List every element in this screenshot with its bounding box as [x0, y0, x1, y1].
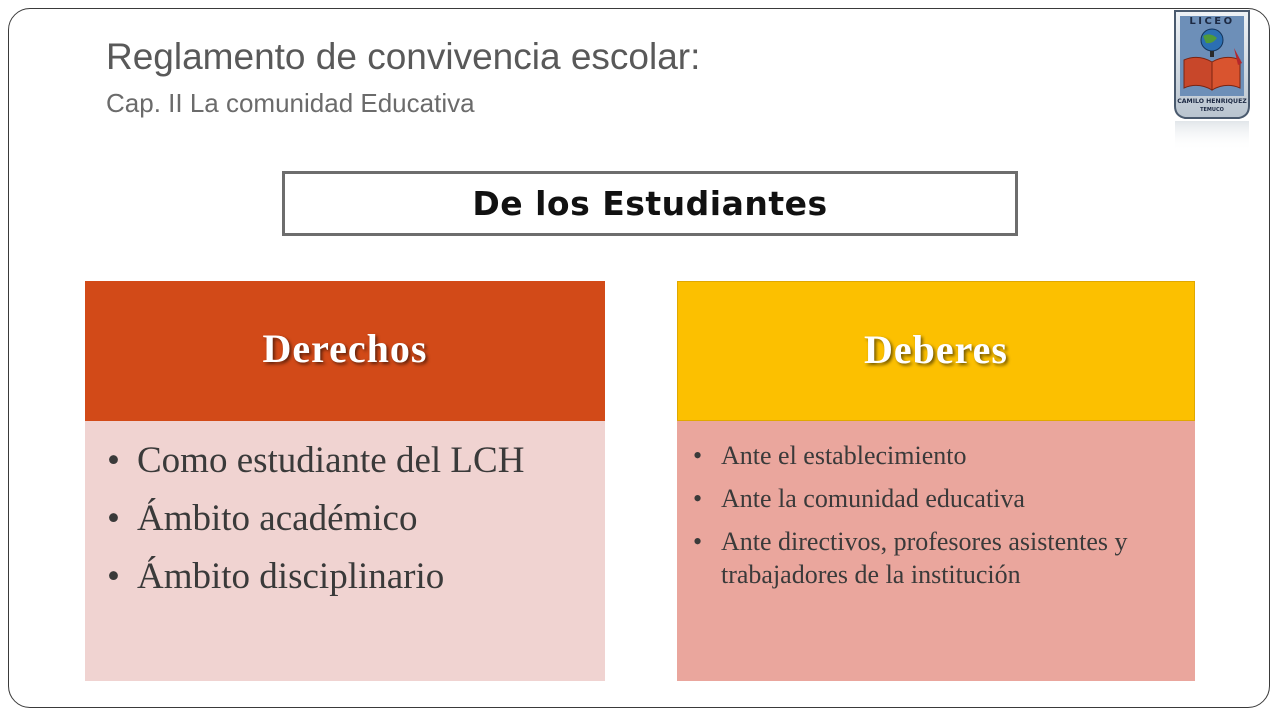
bullet-glyph: •	[107, 498, 120, 539]
list-item	[107, 495, 585, 542]
bullet-glyph: •	[693, 527, 703, 556]
list-item-text: Ámbito académico	[137, 498, 418, 539]
list-item	[107, 553, 585, 600]
list-item	[107, 437, 585, 484]
bullet-glyph: •	[693, 441, 703, 470]
derechos-list	[107, 437, 585, 600]
deberes-list	[693, 439, 1165, 591]
school-logo	[1172, 8, 1252, 153]
derechos-header-label: Derechos	[262, 326, 428, 371]
deberes-header	[677, 281, 1195, 421]
list-item-text: Ante la comunidad educativa	[721, 484, 1025, 513]
list-item-text: Ámbito disciplinario	[137, 556, 445, 597]
deberes-body	[677, 421, 1195, 681]
deberes-header-label: Deberes	[864, 327, 1008, 372]
list-item-text: Como estudiante del LCH	[137, 440, 525, 481]
svg-text:TEMUCO: TEMUCO	[1200, 107, 1224, 113]
bullet-glyph: •	[107, 556, 120, 597]
section-heading: De los Estudiantes	[472, 184, 828, 223]
svg-text:CAMILO HENRIQUEZ: CAMILO HENRIQUEZ	[1177, 98, 1247, 105]
bullet-glyph: •	[693, 484, 703, 513]
list-item-text: Ante directivos, profesores asistentes y trabajadores de la institución	[721, 527, 1128, 589]
list-item	[693, 482, 1165, 515]
list-item	[693, 525, 1165, 591]
svg-text:LICEO: LICEO	[1189, 16, 1235, 27]
derechos-body	[85, 421, 605, 681]
list-item	[693, 439, 1165, 472]
derechos-header	[85, 281, 605, 421]
slide-title: Reglamento de convivencia escolar:	[106, 36, 701, 77]
section-heading-box	[282, 171, 1018, 236]
bullet-glyph: •	[107, 440, 120, 481]
list-item-text: Ante el establecimiento	[721, 441, 967, 470]
slide-subtitle: Cap. II La comunidad Educativa	[106, 88, 475, 118]
